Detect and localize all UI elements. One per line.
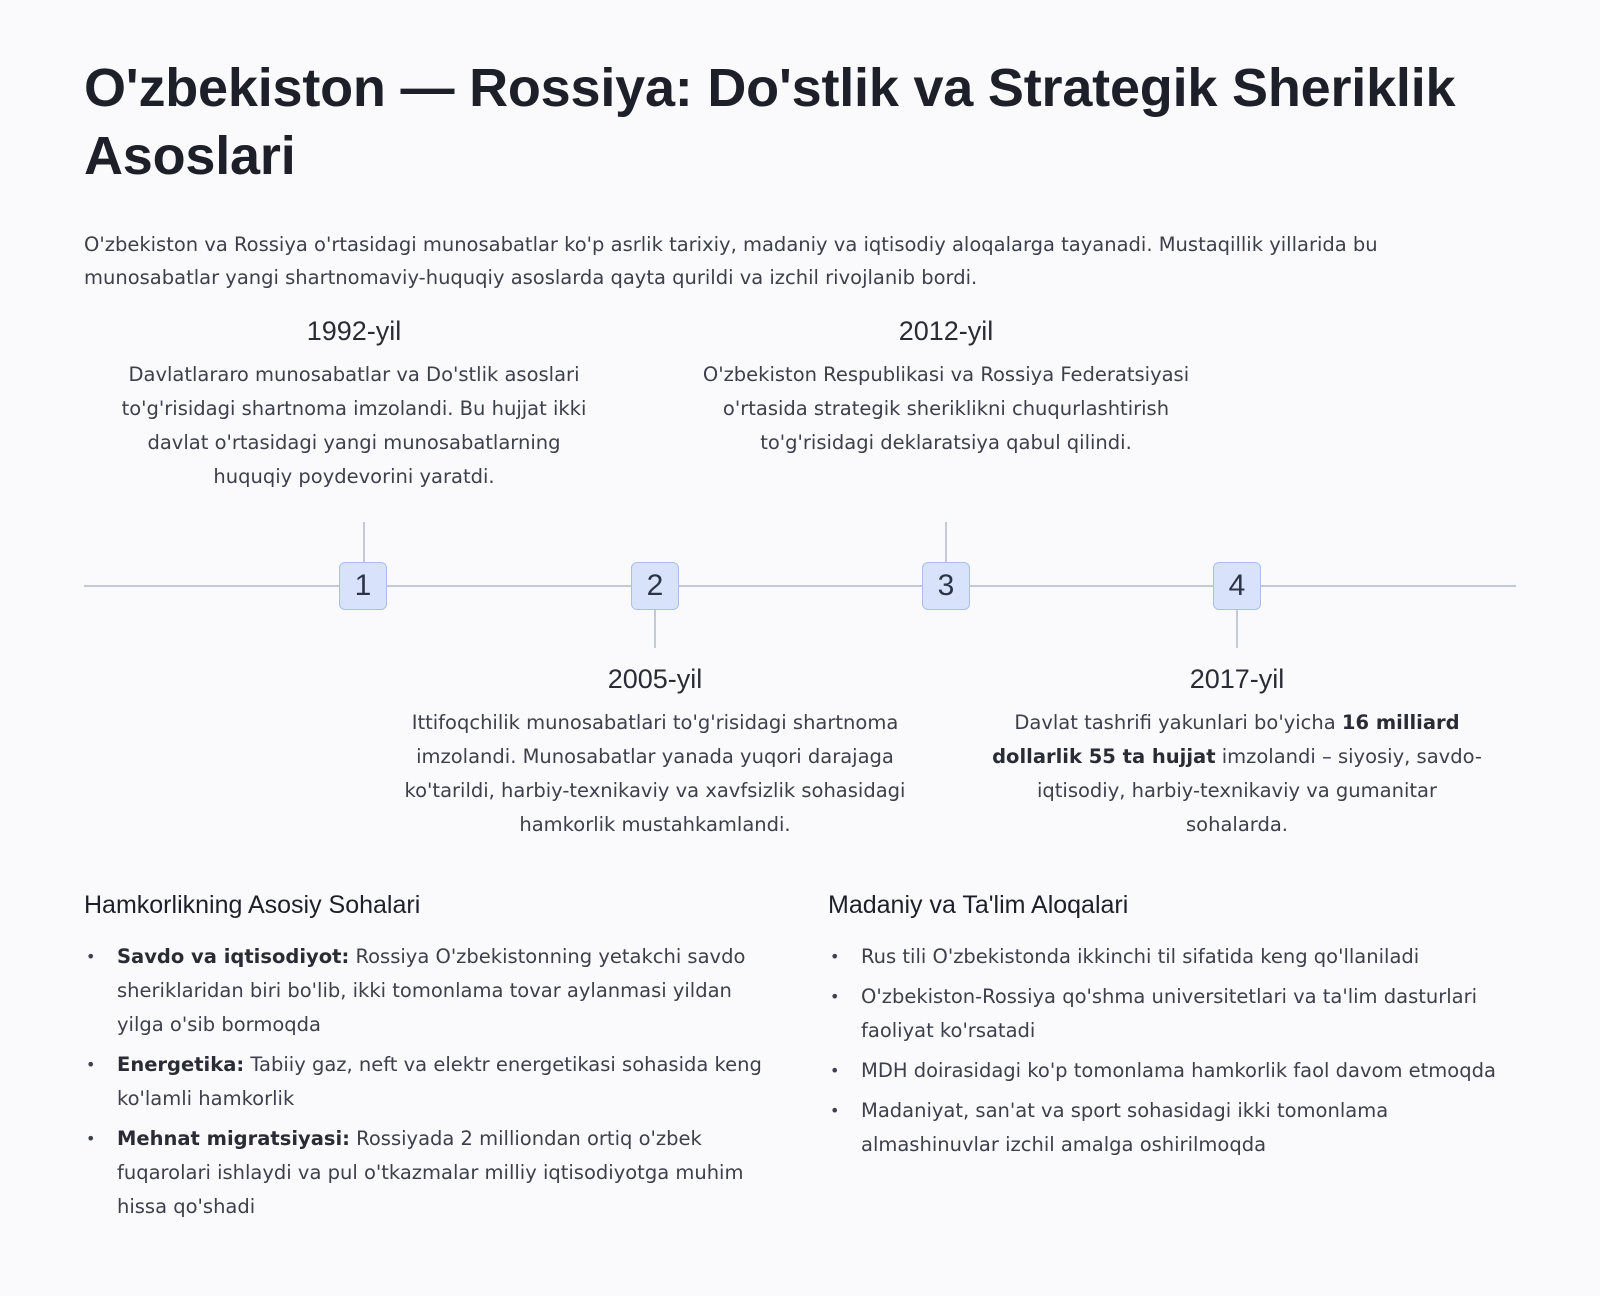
list-item-label: Savdo va iqtisodiyot: (117, 945, 350, 968)
timeline-year: 2005-yil (607, 664, 703, 694)
list-item-label: Energetika: (117, 1053, 245, 1076)
timeline-year: 2012-yil (898, 316, 994, 346)
timeline-marker-4: 4 (1213, 562, 1261, 610)
culture-list (828, 940, 1516, 1162)
cooperation-section (84, 890, 774, 1230)
timeline-connector (945, 522, 947, 562)
list-item (84, 1122, 774, 1224)
timeline-marker-2: 2 (631, 562, 679, 610)
timeline-connector (363, 522, 365, 562)
page-title: O'zbekiston — Rossiya: Do'stlik va Strategik Sheriklik Asoslari (84, 58, 1456, 186)
timeline-marker-1: 1 (339, 562, 387, 610)
timeline-text (977, 706, 1497, 842)
section-heading: Madaniy va Ta'lim Aloqalari (828, 891, 1129, 919)
list-item-text: Rossiya O'zbekistonning yetakchi savdo sheriklaridan biri bo'lib, ikki tomonlama tovar aylanmasi yildan yilga o'sib bormoqda (117, 945, 746, 1036)
timeline-year: 2017-yil (1189, 664, 1285, 694)
list-item (84, 1048, 774, 1116)
timeline-text-part: imzolandi – siyosiy, savdo-iqtisodiy, harbiy-texnikaviy va gumanitar sohalarda. (1036, 745, 1482, 836)
list-item (84, 940, 774, 1042)
timeline-axis (84, 585, 1516, 587)
cooperation-list (84, 940, 774, 1224)
list-item: • O'zbekiston-Rossiya qo'shma universitetlari va ta'lim dasturlari faoliyat ko'rsatadi (828, 980, 1516, 1048)
list-item-text: Tabiiy gaz, neft va elektr energetikasi sohasida keng ko'lamli hamkorlik (117, 1053, 762, 1110)
list-item-text: Rossiyada 2 milliondan ortiq o'zbek fuqarolari ishlaydi va pul o'tkazmalar milliy iqtisodiyotga muhim hissa qo'shadi (117, 1127, 744, 1218)
intro-paragraph: O'zbekiston va Rossiya o'rtasidagi munosabatlar ko'p asrlik tarixiy, madaniy va iqtisodiy aloqalarga tayanadi. Mustaqillik yillarida bu munosabatlar yangi shartnomaviy-huquqiy asoslarda qayta qurildi va izchil rivojlanib bordi. (84, 233, 1378, 289)
timeline-text: O'zbekiston Respublikasi va Rossiya Federatsiyasi o'rtasida strategik sheriklikni chuqurlashtirish to'g'risidagi deklaratsiya qabul qilindi. (702, 363, 1190, 454)
list-item: • Madaniyat, san'at va sport sohasidagi ikki tomonlama almashinuvlar izchil amalga oshirilmoqda (828, 1094, 1516, 1162)
list-item: • MDH doirasidagi ko'p tomonlama hamkorlik faol davom etmoqda (828, 1054, 1516, 1088)
page (84, 0, 1516, 1296)
timeline-year: 1992-yil (306, 316, 402, 346)
timeline-text-part: Davlat tashrifi yakunlari bo'yicha (1014, 711, 1342, 734)
timeline-event-3 (686, 314, 1206, 460)
timeline-text: Ittifoqchilik munosabatlari to'g'risidagi shartnoma imzolandi. Munosabatlar yanada yuqori darajaga ko'tarildi, harbiy-texnikaviy va xavfsizlik sohasidagi hamkorlik mustahkamlandi. (404, 711, 906, 836)
timeline-event-1 (94, 314, 614, 494)
culture-section (828, 890, 1516, 1168)
section-heading: Hamkorlikning Asosiy Sohalari (84, 891, 421, 919)
timeline-connector (1236, 610, 1238, 648)
list-item: • Rus tili O'zbekistonda ikkinchi til sifatida keng qo'llaniladi (828, 940, 1516, 974)
timeline-text: Davlatlararo munosabatlar va Do'stlik asoslari to'g'risidagi shartnoma imzolandi. Bu hujjat ikki davlat o'rtasidagi yangi munosabatlarning huquqiy poydevorini yaratdi. (121, 363, 587, 488)
list-item-label: Mehnat migratsiyasi: (117, 1127, 350, 1150)
timeline-event-4 (977, 662, 1497, 842)
timeline-highlight: 16 milliard dollarlik 55 ta hujjat (992, 711, 1460, 768)
timeline-marker-3: 3 (922, 562, 970, 610)
timeline-event-2 (395, 662, 915, 842)
timeline-connector (654, 610, 656, 648)
